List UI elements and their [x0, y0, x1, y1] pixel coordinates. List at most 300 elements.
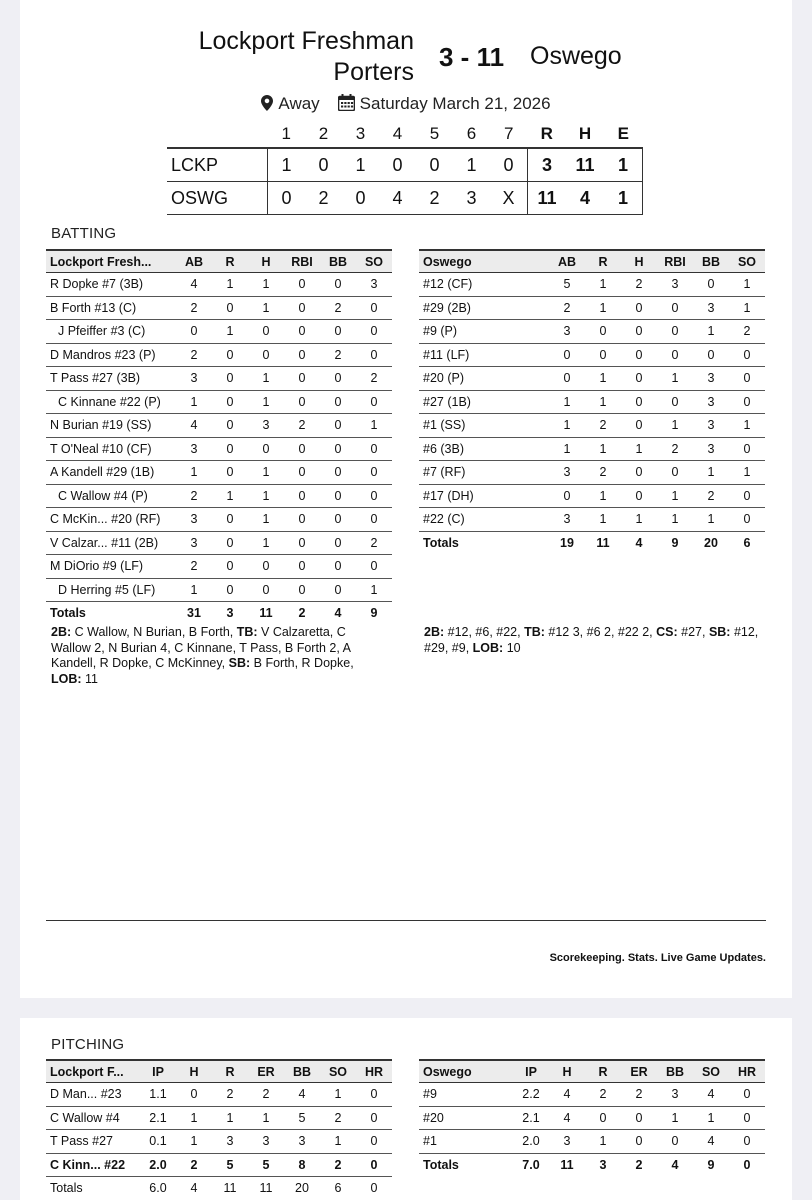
table-row	[46, 1106, 392, 1130]
stat-cell: 1	[356, 414, 392, 438]
stat-cell: 0	[320, 414, 356, 438]
stat-cell: 0	[621, 1106, 657, 1130]
stat-cell: 1	[657, 414, 693, 438]
stat-cell: 0	[212, 555, 248, 579]
column-header: IP	[513, 1060, 549, 1083]
stat-cell: 1	[693, 508, 729, 532]
stat-cell: 0	[549, 367, 585, 391]
stat-cell: 1	[212, 320, 248, 344]
stat-cell: 0	[320, 531, 356, 555]
stat-cell: 0	[248, 437, 284, 461]
table-row	[419, 320, 765, 344]
player-name: V Calzar... #11 (2B)	[46, 531, 176, 555]
player-name: C Wallow #4	[46, 1106, 140, 1130]
player-name: #12 (CF)	[419, 273, 549, 297]
player-name: D Herring #5 (LF)	[46, 578, 176, 602]
stat-cell: 0	[248, 320, 284, 344]
stat-cell: 1	[176, 461, 212, 485]
stat-cell: 1	[585, 273, 621, 297]
line-score-column-header: R	[528, 121, 567, 148]
stat-cell: 1	[693, 461, 729, 485]
line-score-team-header	[167, 121, 268, 148]
column-header: ER	[248, 1060, 284, 1083]
totals-row	[46, 1177, 392, 1200]
location-label: Away	[278, 94, 320, 113]
stat-cell: 1	[585, 484, 621, 508]
stat-cell: 2	[585, 1083, 621, 1107]
stat-cell: 2	[549, 296, 585, 320]
stat-cell: 0	[320, 273, 356, 297]
stat-cell: 0	[320, 367, 356, 391]
table-row	[46, 1130, 392, 1154]
player-name: #22 (C)	[419, 508, 549, 532]
stat-cell: 3	[657, 1083, 693, 1107]
player-name: C Kinn... #22	[46, 1153, 140, 1177]
stat-cell: 3	[176, 508, 212, 532]
totals-label: Totals	[423, 1157, 459, 1172]
stat-cell: 1	[248, 296, 284, 320]
stat-cell: 0	[729, 1106, 765, 1130]
stat-cell: 4	[176, 273, 212, 297]
home-team-name	[199, 26, 414, 88]
column-header: H	[248, 250, 284, 273]
table-row	[46, 390, 392, 414]
stat-cell: 1	[176, 1106, 212, 1130]
table-row	[419, 508, 765, 532]
line-score-column-header: 5	[416, 121, 453, 148]
stat-cell: 0	[621, 484, 657, 508]
stat-cell: 0	[729, 437, 765, 461]
stat-cell: 2	[356, 367, 392, 391]
stat-cell: 2	[356, 531, 392, 555]
stat-cell: 0	[284, 296, 320, 320]
stat-cell: 1	[176, 1130, 212, 1154]
line-score-hits: 4	[566, 182, 604, 215]
stat-cell: 1.1	[140, 1083, 176, 1107]
note-key: CS:	[656, 625, 678, 639]
stat-cell: 0	[356, 390, 392, 414]
table-row	[46, 1153, 392, 1177]
stat-cell: 0	[284, 437, 320, 461]
column-header: SO	[356, 250, 392, 273]
totals-cell: 20	[295, 1181, 309, 1196]
table-row	[46, 367, 392, 391]
stat-cell: 1	[657, 1106, 693, 1130]
table-row	[419, 390, 765, 414]
stat-cell: 0	[284, 508, 320, 532]
away-team-name: Oswego	[530, 42, 622, 70]
stat-cell: 0	[212, 343, 248, 367]
stat-cell: 0	[356, 1130, 392, 1154]
player-name: #7 (RF)	[419, 461, 549, 485]
stat-cell: 1	[657, 367, 693, 391]
stat-cell: 1	[248, 367, 284, 391]
stat-cell: 0	[621, 414, 657, 438]
stat-cell: 0	[657, 320, 693, 344]
column-header: H	[176, 1060, 212, 1083]
stat-cell: 4	[693, 1083, 729, 1107]
stat-cell: 3	[549, 508, 585, 532]
player-name: J Pfeiffer #3 (C)	[46, 320, 176, 344]
totals-label: Totals	[423, 535, 459, 550]
totals-cell: 11	[223, 1181, 237, 1196]
stat-cell: 2	[176, 555, 212, 579]
note-value: 10	[503, 640, 521, 655]
totals-row	[419, 531, 765, 554]
player-name: T Pass #27	[46, 1130, 140, 1154]
stat-cell: 0	[320, 484, 356, 508]
stat-cell: 1	[248, 273, 284, 297]
stat-cell: 2	[176, 343, 212, 367]
line-score-row	[167, 148, 643, 182]
stat-cell: 0	[320, 461, 356, 485]
stat-cell: 0	[284, 390, 320, 414]
stat-cell: 0	[621, 461, 657, 485]
line-score-column-header: H	[566, 121, 604, 148]
stat-cell: 2	[176, 484, 212, 508]
line-score-errors: 1	[604, 182, 643, 215]
totals-cell: 2	[635, 1157, 643, 1172]
column-header: HR	[729, 1060, 765, 1083]
player-name: D Mandros #23 (P)	[46, 343, 176, 367]
stat-cell: 0	[212, 461, 248, 485]
stat-cell: 3	[176, 531, 212, 555]
stat-cell: 3	[176, 437, 212, 461]
stat-cell: 1	[585, 390, 621, 414]
stat-cell: 0	[284, 273, 320, 297]
line-score-inning-cell: 1	[342, 148, 379, 182]
note-value: #12 3, #6 2, #22 2,	[544, 625, 657, 639]
totals-cell: 9	[370, 606, 378, 621]
final-score: 3 - 11	[439, 42, 505, 72]
column-header: Oswego	[419, 1060, 513, 1083]
stat-cell: 0	[320, 555, 356, 579]
map-pin-icon	[261, 95, 273, 116]
game-header	[20, 22, 792, 92]
column-header: H	[621, 250, 657, 273]
stat-cell: 1	[320, 1130, 356, 1154]
line-score-header	[167, 121, 643, 148]
line-score-inning-cell: 4	[379, 182, 416, 215]
stat-cell: 0	[729, 390, 765, 414]
table-row	[46, 578, 392, 602]
player-name: D Man... #23	[46, 1083, 140, 1107]
column-header: IP	[140, 1060, 176, 1083]
home-team-name-line2: Porters	[333, 58, 414, 86]
totals-label: Totals	[50, 1181, 83, 1196]
stat-cell: 1	[549, 414, 585, 438]
player-name: C Kinnane #22 (P)	[46, 390, 176, 414]
stat-cell: 3	[693, 296, 729, 320]
column-header: R	[585, 250, 621, 273]
stat-cell: 0	[212, 508, 248, 532]
stat-cell: 0	[729, 1130, 765, 1154]
column-header: RBI	[284, 250, 320, 273]
stat-cell: 2	[212, 1083, 248, 1107]
totals-cell: 6	[743, 535, 751, 550]
stat-cell: 0	[356, 320, 392, 344]
stat-cell: 1	[729, 273, 765, 297]
stat-cell: 3	[248, 414, 284, 438]
batting-section-label: BATTING	[51, 225, 117, 242]
column-header: Lockport Fresh...	[46, 250, 176, 273]
player-name: N Burian #19 (SS)	[46, 414, 176, 438]
totals-cell: 9	[671, 535, 679, 550]
totals-cell: 3	[226, 606, 234, 621]
home-batting-notes	[51, 625, 381, 687]
stat-cell: 3	[549, 1130, 585, 1154]
stat-cell: 0	[284, 555, 320, 579]
stat-cell: 0	[585, 343, 621, 367]
stat-cell: 2.1	[513, 1106, 549, 1130]
line-score-runs: 3	[528, 148, 567, 182]
stat-cell: 3	[657, 273, 693, 297]
stat-cell: 0	[657, 461, 693, 485]
line-score-inning-cell: 0	[416, 148, 453, 182]
totals-row	[46, 602, 392, 625]
column-header: H	[549, 1060, 585, 1083]
stat-cell: 0	[693, 273, 729, 297]
stat-cell: 3	[549, 320, 585, 344]
stat-cell: 3	[176, 367, 212, 391]
stat-cell: 8	[284, 1153, 320, 1177]
stat-cell: 1	[248, 461, 284, 485]
player-name: #6 (3B)	[419, 437, 549, 461]
table-row	[46, 414, 392, 438]
stat-cell: 0	[284, 461, 320, 485]
player-name: M DiOrio #9 (LF)	[46, 555, 176, 579]
stat-cell: 0	[621, 390, 657, 414]
game-meta	[20, 94, 792, 116]
stat-cell: 2	[320, 1106, 356, 1130]
table-row	[46, 484, 392, 508]
stat-cell: 2	[176, 1153, 212, 1177]
stat-cell: 0	[356, 343, 392, 367]
stat-cell: 5	[284, 1106, 320, 1130]
away-batting-table	[419, 249, 765, 554]
totals-cell: 11	[259, 1181, 273, 1196]
player-name: #1 (SS)	[419, 414, 549, 438]
table-row	[419, 414, 765, 438]
table-header-row	[419, 250, 765, 273]
table-row	[46, 273, 392, 297]
stat-cell: 0	[356, 1083, 392, 1107]
totals-cell: 4	[635, 535, 643, 550]
away-batting-notes	[424, 625, 764, 656]
stat-cell: 0	[212, 296, 248, 320]
stat-cell: 0	[657, 296, 693, 320]
stat-cell: 0	[356, 508, 392, 532]
stat-cell: 4	[549, 1106, 585, 1130]
note-value: #12, #6, #22,	[444, 625, 525, 639]
stat-cell: 1	[657, 484, 693, 508]
line-score-hits: 11	[566, 148, 604, 182]
player-name: C Wallow #4 (P)	[46, 484, 176, 508]
player-name: C McKin... #20 (RF)	[46, 508, 176, 532]
stat-cell: 2	[693, 484, 729, 508]
line-score-team: OSWG	[167, 182, 268, 215]
line-score-runs: 11	[528, 182, 567, 215]
stat-cell: 4	[176, 414, 212, 438]
stat-cell: 2.1	[140, 1106, 176, 1130]
stat-cell: 3	[693, 367, 729, 391]
stat-cell: 0	[284, 531, 320, 555]
stat-cell: 2.0	[513, 1130, 549, 1154]
table-row	[46, 320, 392, 344]
stat-cell: 2	[585, 414, 621, 438]
stat-cell: 0	[621, 296, 657, 320]
note-value: #27,	[677, 625, 709, 639]
table-row	[46, 461, 392, 485]
note-key: 2B:	[51, 625, 72, 639]
table-header-row	[419, 1060, 765, 1083]
table-row	[419, 437, 765, 461]
table-row	[419, 1083, 765, 1107]
table-header-row	[46, 1060, 392, 1083]
stat-cell: 1	[320, 1083, 356, 1107]
totals-row	[419, 1153, 765, 1176]
stat-cell: 0	[284, 343, 320, 367]
player-name: B Forth #13 (C)	[46, 296, 176, 320]
column-header: BB	[693, 250, 729, 273]
note-key: 2B:	[424, 625, 445, 639]
line-score-inning-cell: 2	[416, 182, 453, 215]
stat-cell: 0	[212, 578, 248, 602]
line-score-inning-cell: 0	[305, 148, 342, 182]
stat-cell: 0	[284, 484, 320, 508]
home-team-name-line1: Lockport Freshman	[198, 27, 414, 55]
stat-cell: 1	[621, 508, 657, 532]
stat-cell: 0	[657, 343, 693, 367]
stat-cell: 0	[212, 390, 248, 414]
totals-cell: 11	[259, 606, 273, 621]
player-name: T Pass #27 (3B)	[46, 367, 176, 391]
stat-cell: 0	[621, 1130, 657, 1154]
note-key: LOB:	[51, 671, 82, 686]
line-score-errors: 1	[604, 148, 643, 182]
player-name: A Kandell #29 (1B)	[46, 461, 176, 485]
stat-cell: 1	[248, 531, 284, 555]
totals-cell: 4	[334, 606, 342, 621]
stat-cell: 0	[729, 484, 765, 508]
line-score-team: LCKP	[167, 148, 268, 182]
stat-cell: 0	[729, 508, 765, 532]
player-name: #20 (P)	[419, 367, 549, 391]
table-row	[419, 1106, 765, 1130]
stat-cell: 1	[248, 390, 284, 414]
stat-cell: 0	[356, 555, 392, 579]
totals-cell: 3	[599, 1157, 607, 1172]
table-row	[419, 367, 765, 391]
stat-cell: 4	[284, 1083, 320, 1107]
totals-label: Totals	[50, 606, 86, 621]
stat-cell: 5	[212, 1153, 248, 1177]
table-row	[419, 1130, 765, 1154]
player-name: T O'Neal #10 (CF)	[46, 437, 176, 461]
stat-cell: 0	[356, 461, 392, 485]
stat-cell: 1	[657, 508, 693, 532]
stat-cell: 0	[212, 367, 248, 391]
player-name: #27 (1B)	[419, 390, 549, 414]
note-value: #12, #29, #9,	[424, 625, 759, 655]
stat-cell: 0	[585, 320, 621, 344]
column-header: Oswego	[419, 250, 549, 273]
stat-cell: 0	[320, 320, 356, 344]
stat-cell: 0	[248, 343, 284, 367]
stat-cell: 5	[549, 273, 585, 297]
line-score-column-header: E	[604, 121, 643, 148]
column-header: R	[585, 1060, 621, 1083]
stat-cell: 0	[212, 414, 248, 438]
totals-cell: 7.0	[522, 1157, 540, 1172]
table-row	[46, 437, 392, 461]
line-score-inning-cell: 0	[490, 148, 528, 182]
stat-cell: 4	[693, 1130, 729, 1154]
stat-cell: 1	[585, 508, 621, 532]
stat-cell: 0	[549, 484, 585, 508]
column-header: Lockport F...	[46, 1060, 140, 1083]
stat-cell: 1	[585, 1130, 621, 1154]
totals-cell: 6	[334, 1181, 342, 1196]
stat-cell: 0	[356, 296, 392, 320]
stat-cell: 0	[248, 555, 284, 579]
column-header: SO	[729, 250, 765, 273]
column-header: ER	[621, 1060, 657, 1083]
note-key: LOB:	[472, 640, 504, 655]
table-row	[46, 343, 392, 367]
table-row	[46, 296, 392, 320]
table-row	[419, 296, 765, 320]
totals-cell: 20	[704, 535, 718, 550]
table-row	[46, 531, 392, 555]
stat-cell: 1	[176, 578, 212, 602]
line-score-inning-cell: 0	[379, 148, 416, 182]
stat-cell: 0	[320, 437, 356, 461]
stat-cell: 1	[585, 437, 621, 461]
stat-cell: 0	[356, 437, 392, 461]
table-row	[419, 343, 765, 367]
totals-cell: 4	[671, 1157, 679, 1172]
stat-cell: 0	[621, 343, 657, 367]
stat-cell: 2	[176, 296, 212, 320]
column-header: BB	[657, 1060, 693, 1083]
stat-cell: 2	[248, 1083, 284, 1107]
stat-cell: 1	[176, 390, 212, 414]
table-header-row	[46, 250, 392, 273]
player-name: #11 (LF)	[419, 343, 549, 367]
column-header: BB	[320, 250, 356, 273]
line-score-inning-cell: 0	[268, 182, 306, 215]
stat-cell: 0	[176, 320, 212, 344]
stat-cell: 1	[729, 461, 765, 485]
stat-cell: 0	[320, 390, 356, 414]
column-header: AB	[176, 250, 212, 273]
note-key: SB:	[228, 656, 251, 670]
stat-cell: 1	[212, 1106, 248, 1130]
tagline: Scorekeeping. Stats. Live Game Updates.	[549, 952, 766, 964]
column-header: R	[212, 250, 248, 273]
stat-cell: 0	[657, 1130, 693, 1154]
player-name: #29 (2B)	[419, 296, 549, 320]
column-header: R	[212, 1060, 248, 1083]
column-header: RBI	[657, 250, 693, 273]
note-value: V Calzaretta, C Wallow 2, N Burian 4, C Kinnane, T Pass, B Forth 2, A Kandell, R Dopke, C McKinney,	[51, 625, 351, 670]
stat-cell: 0	[248, 578, 284, 602]
stat-cell: 0	[549, 343, 585, 367]
column-header: SO	[320, 1060, 356, 1083]
stat-cell: 1	[693, 1106, 729, 1130]
box-score-page	[20, 0, 792, 998]
